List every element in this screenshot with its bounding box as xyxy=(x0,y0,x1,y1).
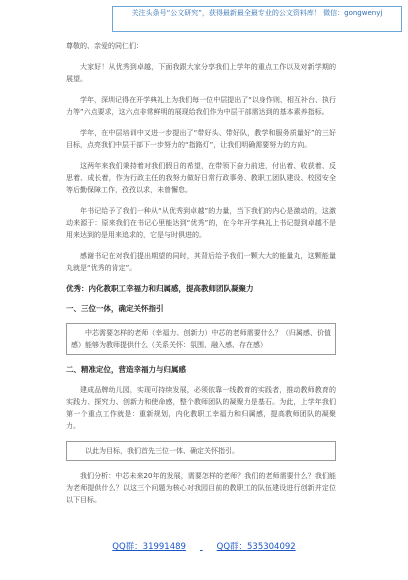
document-page xyxy=(66,40,336,530)
paragraph-5: 年书记给予了我们一种从“从优秀到卓越”的力量，当下我们的内心是激动的，这激动来源于：原来我们在书记心里能达到“优秀”的，在今年开学典礼上书记提到卓越不是用来达到的是用来追求的，它是与时俱进的。 xyxy=(66,207,336,239)
subsection-1-heading: 一、三位一体，确定关怀指引 xyxy=(66,304,164,313)
paragraph-1: 大家好！从优秀到卓越，下面我跟大家分享我们上学年的重点工作以及对新学期的展望。 xyxy=(66,63,336,83)
paragraph-3: 学年，在中层培训中又进一步提出了“带好头、带好队，教学和服务质量好”的三好目标，点亮我们中层干部下一步努力的“指路灯”，让我们明确需要努力的方向。 xyxy=(66,129,336,149)
section-title: 优秀：内化教职工幸福力和归属感，提高教师团队凝聚力 xyxy=(66,284,254,293)
qq-group-link-2[interactable]: QQ群：535304092 xyxy=(216,542,296,552)
subsection-2-text: 建成品牌幼儿园，实现可持续发展，必须依靠一线教育的实践者，推动教师教育的实践力、探究力、创新力和使命感，整个教师团队的凝聚力是基石。为此，上学年我们第一个重点工作就是：重新规划，内化教职工幸福力和归属感，提高教师团队的凝聚力。 xyxy=(66,386,336,430)
analysis-paragraph: 我们分析：中芯未来20年的发展，需要怎样的老师？我们的老师需要什么？我们能为老师提供什么？以这三个问题为核心对我园目前的教职工的队伍建设进行创新并定位以下目标。 xyxy=(66,472,336,504)
promo-banner: 关注头条号“公文研究”，获得最新最全最专业的公文资料库！ 微信：gongwenyj xyxy=(112,6,402,32)
subsection-2-box-text: 以此为目标，我们首先三位一体、确定关怀指引。 xyxy=(85,447,239,455)
paragraph-2: 学年，深圳记得在开学典礼上为我们每一位中层提出了“以身作则、相互补台、执行力等”六点要求，这六点非常鲜明的展现给我们作为中层干部需达到的基本素养指标。 xyxy=(66,96,336,116)
subsection-2-heading: 二、精准定位，营造幸福力与归属感 xyxy=(66,365,186,374)
paragraph-4: 这两年来我们秉持着对我们假日的希望，在带领下奋力前进，付出着、收获着、反思着、成长着，作为行政主任的我努力做好日常行政事务、教职工团队建设、校园安全等后勤保障工作，孜孜以求，未曾懈怠。 xyxy=(66,162,336,194)
footer-links xyxy=(0,540,408,552)
paragraph-6: 感谢书记在对我们提出期望的同时，其背后给予我们一颗大大的能量丸，这颗能量丸就是“优秀的肯定”。 xyxy=(66,252,336,272)
subsection-2-box xyxy=(66,441,336,461)
subsection-1-box xyxy=(66,323,336,355)
subsection-1-box-text: 中芯需要怎样的老师（幸福力、创新力）中芯的老师需要什么？（归属感、价值感）能够为教师提供什么（关系关怀：氛围、融入感、存在感） xyxy=(71,329,331,349)
qq-group-link-1[interactable]: QQ群：31991489 xyxy=(112,542,186,552)
greeting: 尊敬的、亲爱的同仁们： xyxy=(66,42,143,50)
